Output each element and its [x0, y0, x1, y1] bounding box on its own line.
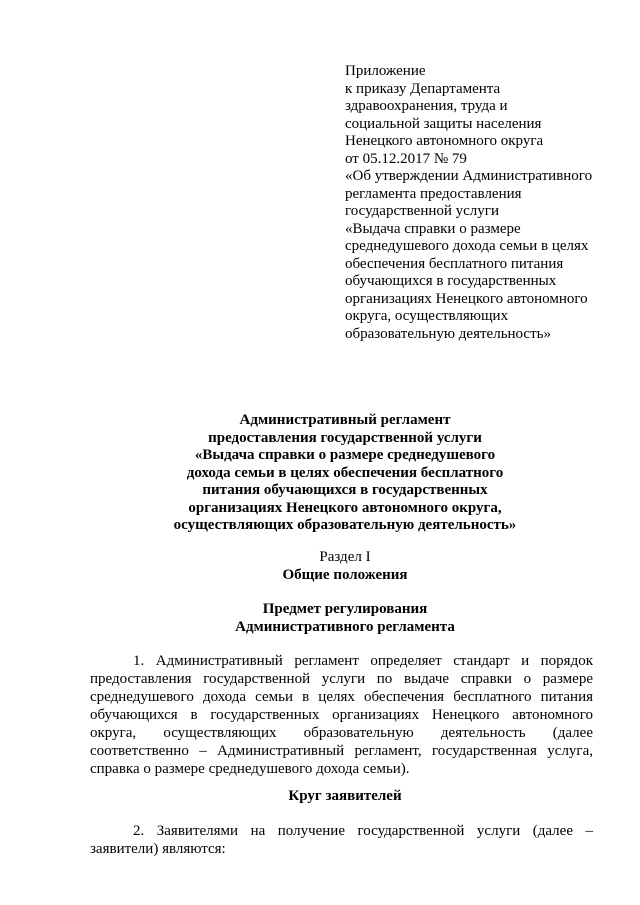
paragraph-2 — [90, 822, 593, 858]
paragraph-1-line: округа, осуществляющих образовательную деятельность (далее — [90, 725, 593, 741]
appendix-block: Приложение к приказу Департамента здравоохранения, труда и социальной защиты населения Ненецкого автономного округа от 05.12.2017 № 79 «Об утверждении Административного регламента предоставления государственной услуги «Выдача справки о размере среднедушевого дохода семьи в целях обеспечения бесплатного питания обучающихся в государственных организациях Ненецкого автономного округа, осуществляющих образовательную деятельность» — [345, 63, 593, 342]
paragraph-1-line: 1. Административный регламент определяет стандарт и порядок — [133, 653, 593, 669]
paragraph-1 — [90, 652, 593, 778]
paragraph-1-line: среднедушевого дохода семьи в целях обеспечения бесплатного питания — [90, 689, 593, 705]
section-name: Общие положения — [282, 567, 408, 583]
section-number: Раздел I — [319, 549, 371, 565]
document-title: Административный регламент предоставления государственной услуги «Выдача справки о размере среднедушевого дохода семьи в целях обеспечения бесплатного питания обучающихся в государственных организациях Ненецкого автономного округа, осуществляющих образовательную деятельность» — [173, 412, 517, 533]
paragraph-2-line: 2. Заявителями на получение государственной услуги (далее – — [133, 823, 593, 839]
paragraph-1-line: предоставления государственной услуги по выдаче справки о размере — [90, 671, 593, 687]
applicants-heading: Круг заявителей — [288, 788, 402, 804]
paragraph-2-line: заявители) являются: — [90, 841, 226, 857]
subject-heading: Предмет регулирования Административного регламента — [235, 601, 455, 635]
paragraph-1-line: обучающихся в государственных организациях Ненецкого автономного — [90, 707, 593, 723]
paragraph-1-line: соответственно – Административный регламент, государственная услуга, — [90, 743, 593, 759]
paragraph-1-line: справка о размере среднедушевого дохода семьи). — [90, 761, 410, 777]
